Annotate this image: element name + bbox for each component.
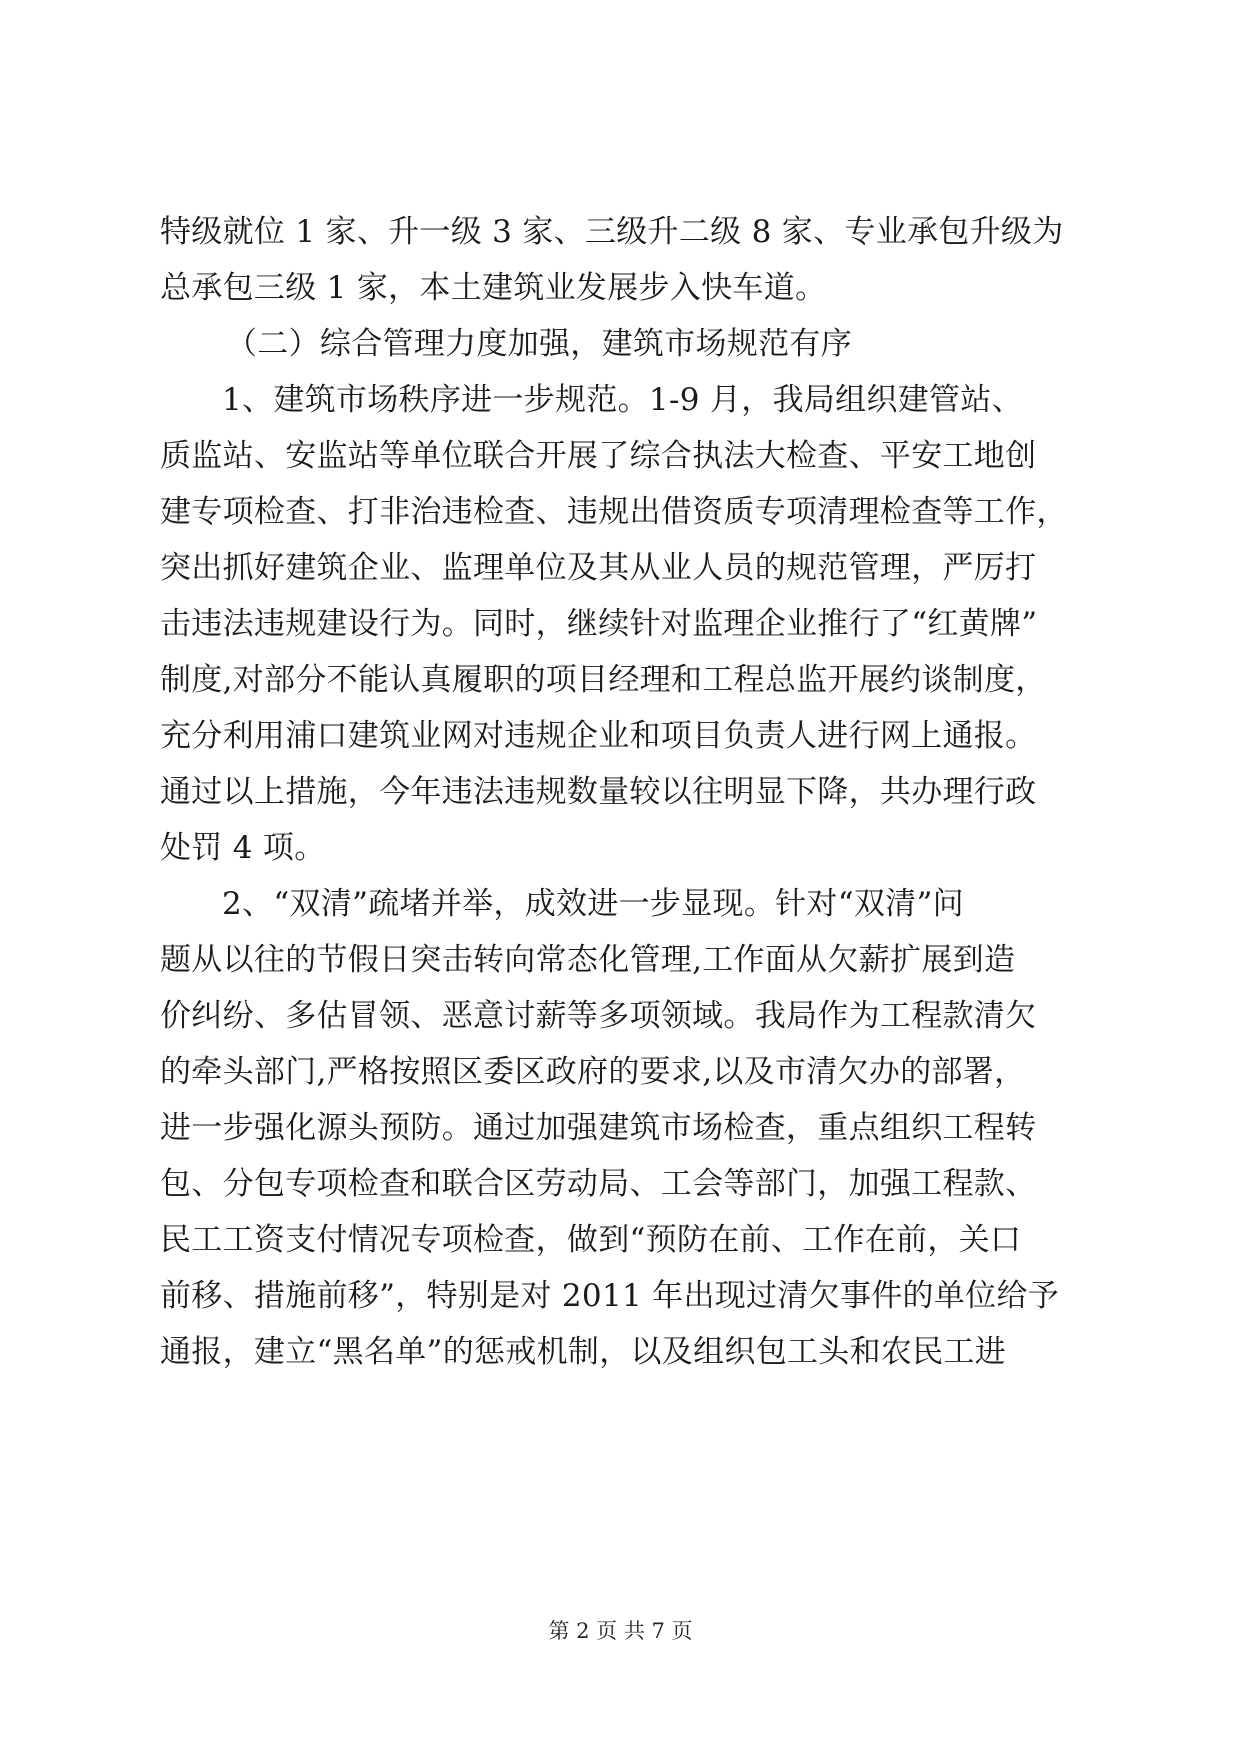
text-line: 2、“双清”疏堵并举，成效进一步显现。针对“双清”问 bbox=[222, 886, 964, 922]
page-number-footer: 第 2 页 共 7 页 bbox=[548, 1619, 693, 1643]
text-line: 通报，建立“黑名单”的惩戒机制，以及组织包工头和农民工进 bbox=[160, 1334, 1007, 1370]
text-line: 价纠纷、多估冒领、恶意讨薪等多项领域。我局作为工程款清欠 bbox=[160, 998, 1037, 1034]
text-line: 总承包三级 1 家，本土建筑业发展步入快车道。 bbox=[160, 270, 827, 306]
text-line: 前移、措施前移”，特别是对 2011 年出现过清欠事件的单位给予 bbox=[160, 1278, 1060, 1314]
text-line: 制度,对部分不能认真履职的项目经理和工程总监开展约谈制度， bbox=[160, 662, 1047, 698]
text-line: 包、分包专项检查和联合区劳动局、工会等部门，加强工程款、 bbox=[160, 1166, 1037, 1202]
text-line: 建专项检查、打非治违检查、违规出借资质专项清理检查等工作， bbox=[160, 494, 1068, 530]
text-line: 充分利用浦口建筑业网对违规企业和项目负责人进行网上通报。 bbox=[160, 718, 1037, 754]
text-line: 质监站、安监站等单位联合开展了综合执法大检查、平安工地创 bbox=[160, 438, 1037, 474]
text-line: 题从以往的节假日突击转向常态化管理,工作面从欠薪扩展到造 bbox=[160, 942, 1016, 978]
text-line: 击违法违规建设行为。同时，继续针对监理企业推行了“红黄牌” bbox=[160, 606, 1038, 642]
text-line: 通过以上措施，今年违法违规数量较以往明显下降，共办理行政 bbox=[160, 774, 1037, 810]
text-line: 民工工资支付情况专项检查，做到“预防在前、工作在前，关口 bbox=[160, 1222, 1022, 1258]
text-line: 处罚 4 项。 bbox=[160, 830, 326, 866]
text-line: 1、建筑市场秩序进一步规范。1-9 月，我局组织建管站、 bbox=[222, 382, 1023, 418]
text-line: 特级就位 1 家、升一级 3 家、三级升二级 8 家、专业承包升级为 bbox=[160, 214, 1064, 250]
section-heading: （二）综合管理力度加强，建筑市场规范有序 bbox=[226, 326, 852, 362]
text-line: 的牵头部门,严格按照区委区政府的要求,以及市清欠办的部署， bbox=[160, 1054, 1026, 1090]
text-line: 进一步强化源头预防。通过加强建筑市场检查，重点组织工程转 bbox=[160, 1110, 1037, 1146]
text-line: 突出抓好建筑企业、监理单位及其从业人员的规范管理，严厉打 bbox=[160, 550, 1037, 586]
